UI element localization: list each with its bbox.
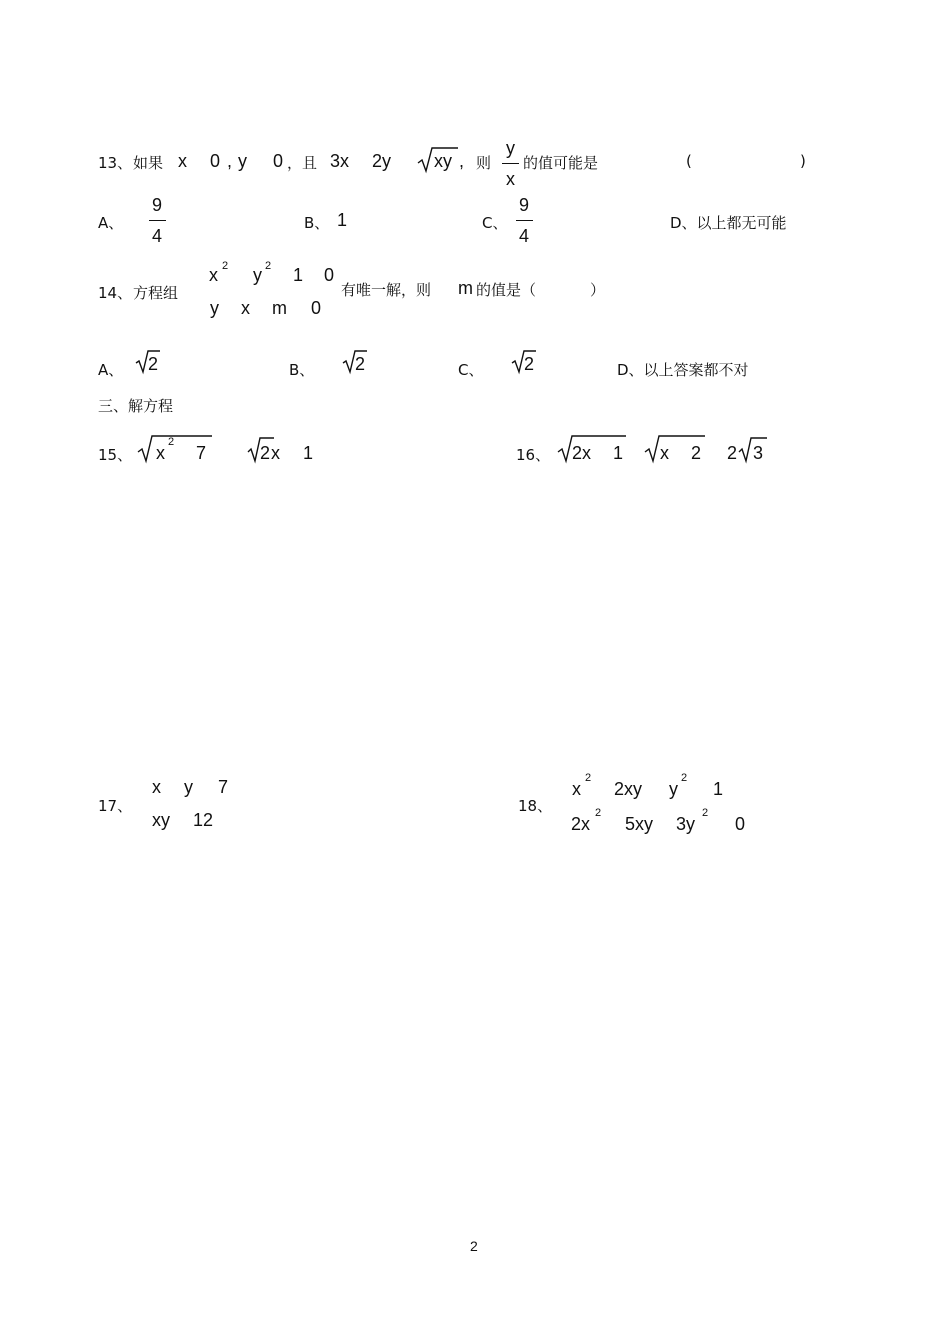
q13-option-c-den: 4 — [519, 226, 530, 246]
q18-line1-one: 1 — [713, 779, 724, 799]
q16-rad1-one: 1 — [613, 443, 624, 463]
q18-number: 18、 — [518, 797, 553, 815]
q16-number: 16、 — [516, 446, 551, 464]
q13-option-a-den: 4 — [152, 226, 163, 246]
q18-line2-5xy: 5xy — [625, 814, 654, 834]
q13-ze: 则 — [476, 154, 492, 172]
q16-rad2: x — [660, 443, 669, 463]
q13-option-a-num: 9 — [152, 195, 163, 215]
q16-coef: 2 — [727, 443, 738, 463]
q14-paren-close: ） — [590, 281, 606, 299]
q17-line1-7: 7 — [218, 777, 229, 797]
q13-paren-open: ( — [686, 152, 692, 170]
q15-rad2-value: 2 — [260, 443, 271, 463]
q13-option-b-value: 1 — [337, 210, 348, 230]
q14-prefix: 方程组 — [133, 284, 179, 302]
q17-line2-xy: xy — [152, 810, 170, 830]
q13-frac-num: y — [506, 138, 515, 158]
q14-eq2-m: m — [272, 298, 287, 318]
q16-rad1: 2x — [572, 443, 592, 463]
section-title: 三、解方程 — [98, 397, 174, 415]
q13-zero1: 0 — [210, 151, 221, 171]
q16-rad3: 3 — [753, 443, 764, 463]
q18-line1-x-exp: 2 — [585, 772, 592, 784]
q14-suffix1: 有唯一解，则 — [341, 281, 432, 299]
q13-option-b-label: B、 — [304, 214, 330, 232]
q14-eq1-y: y — [253, 265, 262, 285]
q17-line2-12: 12 — [193, 810, 214, 830]
q14-option-b-label: B、 — [289, 361, 315, 379]
q13-frac-line — [502, 163, 519, 164]
q14-eq2-zero: 0 — [311, 298, 322, 318]
q13-radicand: xy — [434, 151, 452, 171]
q13-option-d-label: D、以上都无可能 — [670, 214, 787, 232]
q14-number: 14、 — [98, 284, 133, 302]
q13-comma2: ，且 — [287, 154, 318, 172]
q13-option-a-line — [149, 220, 166, 221]
q13-frac-den: x — [506, 169, 515, 189]
q18-line1-y-exp: 2 — [681, 772, 688, 784]
q13-suffix: 的值可能是 — [523, 154, 599, 172]
q14-option-c-label: C、 — [458, 361, 484, 379]
q13-option-c-line — [516, 220, 533, 221]
q13-2y: 2y — [372, 151, 392, 171]
q17-line1-x: x — [152, 777, 161, 797]
q14-eq2-y: y — [210, 298, 219, 318]
q14-m: m — [458, 278, 473, 298]
q13-comma3: , — [459, 151, 465, 171]
q17-number: 17、 — [98, 797, 133, 815]
q18-line2-3y: 3y — [676, 814, 696, 834]
q14-option-a-value: 2 — [148, 354, 159, 374]
q15-rad-7: 7 — [196, 443, 207, 463]
q14-option-b-value: 2 — [355, 354, 366, 374]
q13-number: 13、 — [98, 154, 133, 172]
q14-eq1-x: x — [209, 265, 218, 285]
q14-option-c-value: 2 — [524, 354, 535, 374]
q14-eq1-y-exp: 2 — [265, 260, 272, 272]
q18-line1-2xy: 2xy — [614, 779, 643, 799]
q14-eq1-x-exp: 2 — [222, 260, 229, 272]
q15-rad-exp: 2 — [168, 436, 175, 448]
q13-paren-close: ) — [800, 152, 806, 170]
q14-option-a-label: A、 — [98, 361, 124, 379]
q15-one: 1 — [303, 443, 314, 463]
q13-option-a-label: A、 — [98, 214, 124, 232]
q13-option-c-label: C、 — [482, 214, 508, 232]
q13-x: x — [178, 151, 187, 171]
q18-line2-2x: 2x — [571, 814, 591, 834]
q13-3x: 3x — [330, 151, 350, 171]
q15-x: x — [271, 443, 280, 463]
q13-y: y — [238, 151, 247, 171]
q16-rad2-two: 2 — [691, 443, 702, 463]
q18-line2-zero: 0 — [735, 814, 746, 834]
q18-line1-x: x — [572, 779, 581, 799]
q13-prefix: 如果 — [133, 154, 164, 172]
q13-option-c-num: 9 — [519, 195, 530, 215]
q13-comma1: , — [227, 151, 233, 171]
q18-line2-y-exp: 2 — [702, 807, 709, 819]
q18-line1-y: y — [669, 779, 678, 799]
q14-eq1-zero: 0 — [324, 265, 335, 285]
q17-line1-y: y — [184, 777, 193, 797]
q14-eq2-x: x — [241, 298, 250, 318]
q13-zero2: 0 — [273, 151, 284, 171]
page-number: 2 — [470, 1238, 478, 1254]
q15-rad-x: x — [156, 443, 165, 463]
q14-eq1-one: 1 — [293, 265, 304, 285]
q14-suffix2: 的值是（ — [476, 281, 537, 299]
q14-option-d-label: D、以上答案都不对 — [617, 361, 749, 379]
q15-number: 15、 — [98, 446, 133, 464]
q18-line2-x-exp: 2 — [595, 807, 602, 819]
